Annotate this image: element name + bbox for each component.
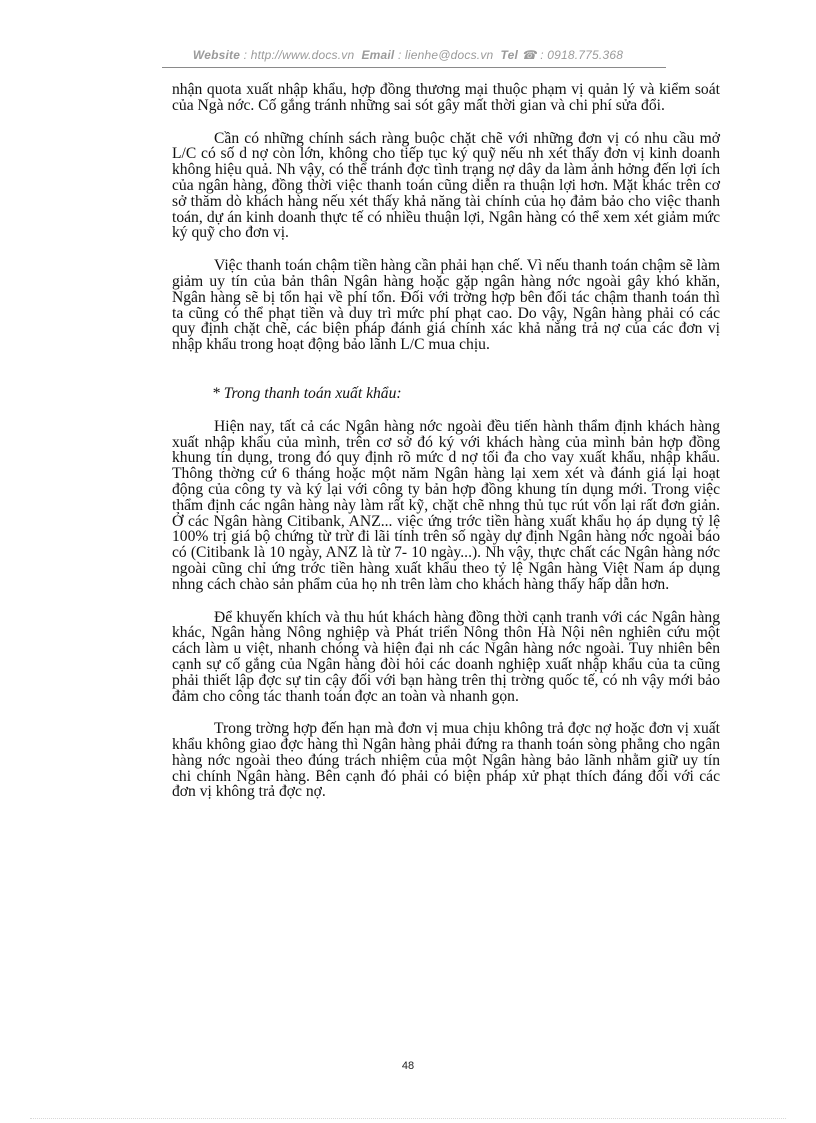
paragraph-1: nhận quota xuất nhập khẩu, hợp đồng thương mại thuộc phạm vị quản lý và kiểm soát của Ngà nớc. Cố gắng tránh những sai sót gây mất thời gian và chi phí sửa đổi.	[172, 81, 720, 114]
tel-label: Tel	[500, 48, 518, 62]
page-header	[0, 48, 816, 62]
paragraph-4: Hiện nay, tất cả các Ngân hàng nớc ngoài đều tiến hành thẩm định khách hàng xuất nhập khẩu của mình, trên cơ sở đó ký với khách hàng của mình bản hợp đồng khung tín dụng, trong đó quy định rõ mức d nợ tối đa cho vay xuất khẩu, nhập khẩu. Thông thờng cứ 6 tháng hoặc một năm Ngân hàng lại xem xét và đánh giá lại hoạt động của công ty và ký lại với công ty bản hợp đồng khung tín dụng mới. Trong việc thẩm định các ngân hàng này làm rất kỹ, chặt chẽ nhng thủ tục rút vốn lại rất đơn giản. Ở các Ngân hàng Citibank, ANZ... việc ứng trớc tiền hàng xuất khẩu họ áp dụng tỷ lệ 100% trị giá bộ chứng từ trừ đi lãi tính trên số ngày dự định Ngân hàng nớc ngoài báo có (Citibank là 10 ngày, ANZ là từ 7- 10 ngày...). Nh vậy, thực chất các Ngân hàng nớc ngoài cũng chỉ ứng trớc tiền hàng xuất khẩu theo tỷ lệ Ngân hàng Việt Nam áp dụng nhng cách chào sản phẩm của họ nh trên làm cho khách hàng thấy hấp dẫn hơn.	[172, 417, 720, 593]
header-divider	[162, 67, 666, 68]
email-value: : lienhe@docs.vn	[394, 48, 494, 62]
website-label: Website	[192, 48, 241, 62]
section-heading: * Trong thanh toán xuất khẩu:	[212, 384, 402, 402]
page-number: 48	[401, 1060, 415, 1072]
tel-value: ☎ : 0918.775.368	[518, 48, 624, 62]
paragraph-3: Việc thanh toán chậm tiền hàng cần phải hạn chế. Vì nếu thanh toán chậm sẽ làm giảm uy tín của bản thân Ngân hàng hoặc gặp ngân hàng nớc ngoài gây khó khăn, Ngân hàng sẽ bị tổn hại về phí tổn. Đối với trờng hợp bên đối tác chậm thanh toán thì ta cũng có thể phạt tiền và duy trì mức phí phạt cao. Do vậy, Ngân hàng phải có các quy định chặt chẽ, các biện pháp đánh giá chính xác khả năng trả nợ của các đơn vị nhập khẩu trong hoạt động bảo lãnh L/C mua chịu.	[172, 257, 720, 354]
paragraph-5: Để khuyến khích và thu hút khách hàng đồng thời cạnh tranh với các Ngân hàng khác, Ngân hàng Nông nghiệp và Phát triển Nông thôn Hà Nội nên nghiên cứu một cách làm u việt, nhanh chóng và hiện đại nh các Ngân hàng nớc ngoài. Tuy nhiên bên cạnh sự cố gắng của Ngân hàng đòi hỏi các doanh nghiệp xuất nhập khẩu của ta cũng phải thiết lập đợc sự tin cậy đối với bạn hàng trên thị trờng quốc tế, có nh vậy mới bảo đảm cho công tác thanh toán đợc an toàn và nhanh gọn.	[172, 608, 720, 705]
paragraph-2: Cần có những chính sách ràng buộc chặt chẽ với những đơn vị có nhu cầu mở L/C có số d nợ còn lớn, không cho tiếp tục ký quỹ nếu nh xét thấy đơn vị kinh doanh không hiệu quả. Nh vậy, có thể tránh đợc tình trạng nợ dây da làm ảnh hởng đến lợi ích của ngân hàng, đồng thời việc thanh toán cũng diễn ra thuận lợi hơn. Mặt khác trên cơ sở thăm dò khách hàng nếu xét thấy khả năng tài chính của họ đảm bảo cho việc thanh toán, dự án kinh doanh thực tế có nhiều thuận lợi, Ngân hàng có thể xem xét giảm mức ký quỹ cho đơn vị.	[172, 129, 720, 242]
document-body	[172, 82, 720, 817]
paragraph-6: Trong trờng hợp đến hạn mà đơn vị mua chịu không trả đợc nợ hoặc đơn vị xuất khẩu không giao đợc hàng thì Ngân hàng phải đứng ra thanh toán sòng phẳng cho ngân hàng nớc ngoài theo đúng trách nhiệm của một Ngân hàng bảo lãnh nhằm giữ uy tín chi chính Ngân hàng. Bên cạnh đó phải có biện pháp xử phạt thích đáng đối với các đơn vị không trả đợc nợ.	[172, 720, 720, 801]
footer-divider	[30, 1118, 786, 1119]
email-label: Email	[361, 48, 395, 62]
website-value: : http://www.docs.vn	[240, 48, 355, 62]
